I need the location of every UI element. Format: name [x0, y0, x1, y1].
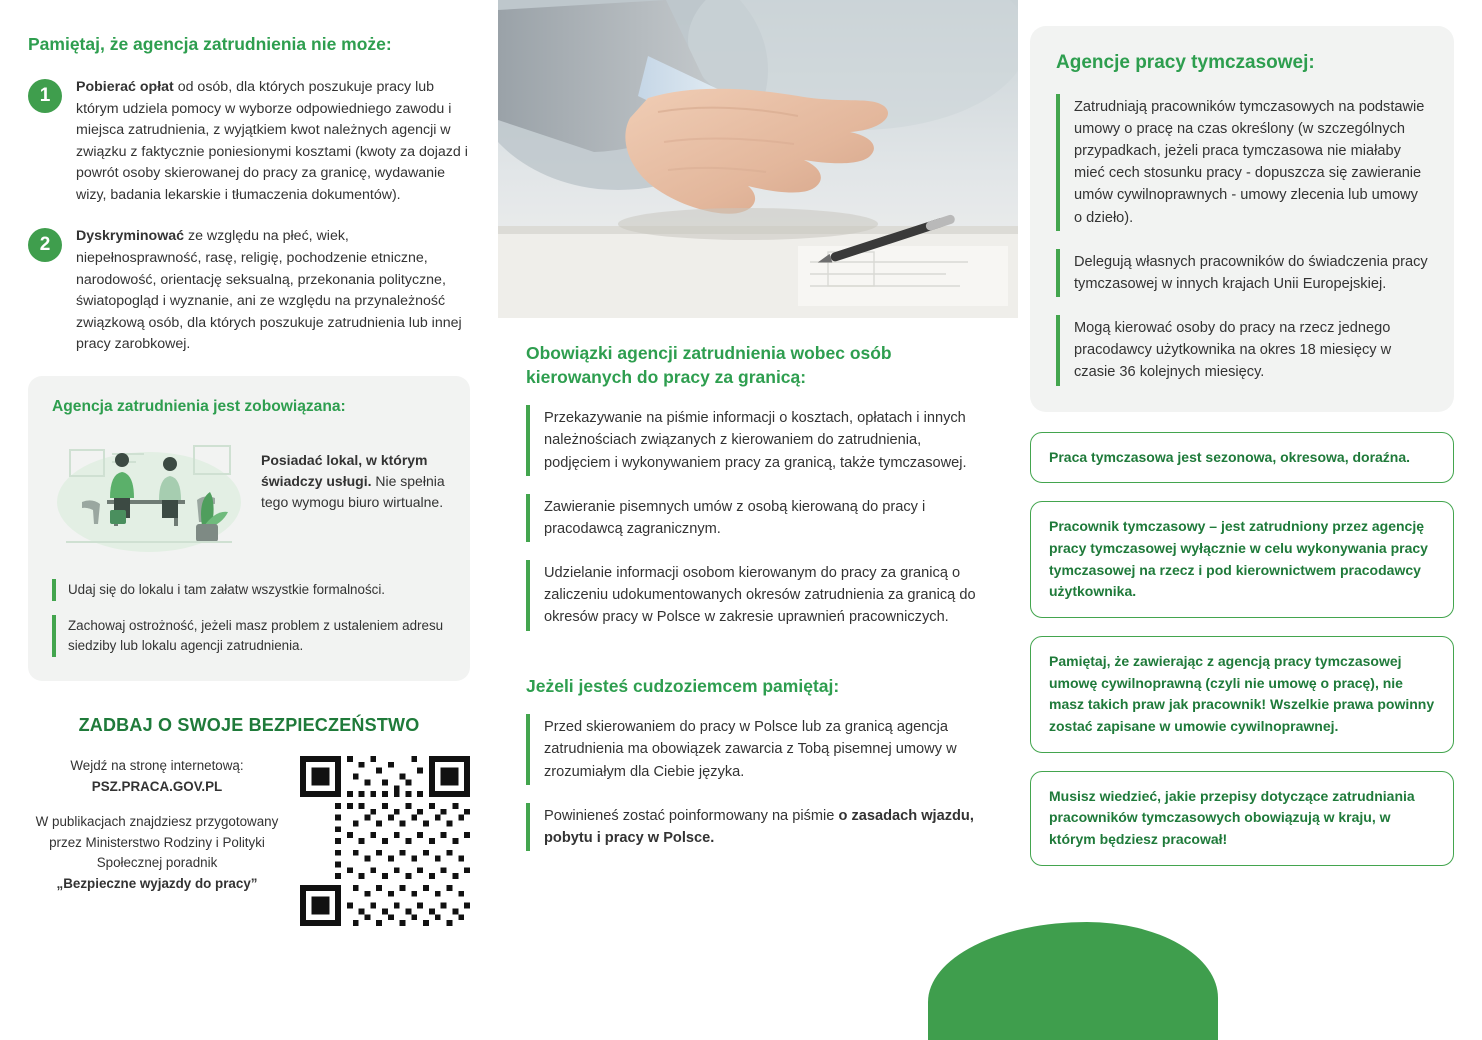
foreigner-list: [526, 714, 990, 851]
duties-list: [526, 405, 990, 630]
temp-agency-item: Zatrudniają pracowników tymczasowych na podstawie umowy o pracę na czas określony (w szczególnych przypadkach, jeżeli praca tymczasowa nie miałaby mieć cech stosunku pracy - dopuszcza się zawieranie umów cywilnoprawnych - umowy zlecenia lub umowy o dzieło).: [1056, 94, 1428, 231]
prohibition-lead: Dyskryminować: [76, 228, 185, 245]
duty-item: Zawieranie pisemnych umów z osobą kierowaną do pracy i pracodawcą zagranicznym.: [526, 494, 990, 542]
obligation-note: Zachowaj ostrożność, jeżeli masz problem z ustaleniem adresu siedziby lub lokalu agencji zatrudnienia.: [52, 615, 446, 657]
office-caption: [261, 428, 446, 513]
office-caption-bold: Posiadać lokal, w którym świadczy usługi.: [261, 451, 428, 489]
foreigner-item: [526, 803, 990, 851]
callout-box: Pracownik tymczasowy – jest zatrudniony przez agencję pracy tymczasowej wyłącznie w celu wykonywania pracy tymczasowej na rzecz i pod kierownictwem pracodawcy użytkownika.: [1030, 501, 1454, 618]
safety-line2: W publikacjach znajdziesz przygotowany przez Ministerstwo Rodziny i Polityki Społecznej poradnik: [35, 813, 279, 871]
office-caption-rest: Nie spełnia tego wymogu biuro wirtualne.: [261, 472, 445, 510]
prohibition-rest: ze względu na płeć, wiek, niepełnosprawność, rasę, religię, pochodzenie etniczne, narodowość, orientację seksualną, przekonania polityczne, światopogląd i wyznanie, ani ze względu na przynależność związkową osób, dla których poszukuje zatrudnienia lub innej pracy zarobkowej.: [76, 228, 462, 353]
number-badge: 1: [28, 79, 62, 113]
foreigner-item-bold: o zasadach wjazdu, pobytu i pracy w Polsce.: [544, 807, 974, 846]
prohibition-text: [76, 226, 470, 355]
prohibition-lead: Pobierać opłat: [76, 79, 174, 95]
duty-item: Przekazywanie na piśmie informacji o kosztach, opłatach i innych należnościach związanych z kierowaniem do zatrudnienia, podjęciem i wykonywaniem pracy za granicą, także tymczasowej.: [526, 405, 990, 476]
prohibition-item-1: [28, 77, 470, 206]
callout-box: Praca tymczasowa jest sezonowa, okresowa, doraźna.: [1030, 432, 1454, 484]
prohibition-rest: od osób, dla których poszukuje pracy lub którym udziela pomocy w wyborze odpowiedniego zawodu i miejsca zatrudnienia, z wyjątkiem kwot należnych agencji w związku z faktycznie poniesionymi kosztami (kwoty za dojazd i powrót osoby skierowanej do pracy za granicę, wydawanie wizy, badania lekarskie i tłumaczenia dokumentów).: [76, 79, 468, 203]
prohibition-item-2: [28, 226, 470, 355]
center-column: [498, 0, 1018, 1040]
safety-line1: Wejdź na stronę internetową:: [70, 758, 244, 774]
safety-section: [28, 715, 470, 926]
foreigner-item-text: Powinieneś zostać poinformowany na piśmie: [544, 807, 839, 824]
right-column: [1018, 0, 1482, 1040]
callout-list: [1030, 432, 1454, 866]
safety-guide-title: „Bezpieczne wyjazdy do pracy”: [56, 876, 258, 892]
obligation-note: Udaj się do lokalu i tam załatw wszystkie formalności.: [52, 579, 446, 601]
foreigner-heading: Jeżeli jesteś cudzoziemcem pamiętaj:: [526, 675, 840, 696]
safety-title: ZADBAJ O SWOJE BEZPIECZEŃSTWO: [78, 715, 420, 736]
office-illustration-row: [52, 428, 446, 561]
obligations-heading: Agencja zatrudnienia jest zobowiązana:: [52, 397, 346, 415]
duty-item: Udzielanie informacji osobom kierowanym do pracy za granicą o zaliczeniu udokumentowanych okresów zatrudnienia za granicą do okresów pracy w Polsce w zakresie uprawnień pracowniczych.: [526, 560, 990, 631]
number-badge: 2: [28, 228, 62, 262]
prohibition-text: [76, 77, 470, 206]
temp-agency-item: Delegują własnych pracowników do świadczenia pracy tymczasowej w innych krajach Unii Europejskiej.: [1056, 249, 1428, 297]
duties-heading: Obowiązki agencji zatrudnienia wobec osób kierowanych do pracy za granicą:: [526, 343, 892, 387]
temp-agency-item: Mogą kierować osoby do pracy na rzecz jednego pracodawcy użytkownika na okres 18 miesięcy w czasie 36 kolejnych miesięcy.: [1056, 315, 1428, 386]
obligations-panel: [28, 376, 470, 681]
center-body: [498, 318, 1018, 851]
qr-code[interactable]: [300, 756, 470, 926]
left-heading: Pamiętaj, że agencja zatrudnienia nie może:: [28, 34, 392, 54]
office-illustration: [52, 428, 247, 561]
foreigner-item: Przed skierowaniem do pracy w Polsce lub za granicą agencja zatrudnienia ma obowiązek zawarcia z Tobą pisemnej umowy w zrozumiałym dla Ciebie języka.: [526, 714, 990, 785]
safety-text: [28, 756, 286, 895]
temp-agencies-list: [1056, 94, 1428, 386]
callout-box: Musisz wiedzieć, jakie przepisy dotyczące zatrudniania pracowników tymczasowych obowiązują w kraju, w którym będziesz pracował!: [1030, 771, 1454, 866]
temp-agencies-heading: Agencje pracy tymczasowej:: [1056, 52, 1315, 73]
left-column: [0, 0, 498, 1040]
temp-agencies-panel: [1030, 26, 1454, 412]
callout-box: Pamiętaj, że zawierając z agencją pracy tymczasowej umowę cywilnoprawną (czyli nie umowę o pracę), nie masz takich praw jak pracownik! Wszelkie prawa powinny zostać zapisane w umowie cywilnoprawnej.: [1030, 636, 1454, 753]
safety-website[interactable]: PSZ.PRACA.GOV.PL: [91, 779, 223, 795]
handshake-photo: [498, 0, 1018, 318]
